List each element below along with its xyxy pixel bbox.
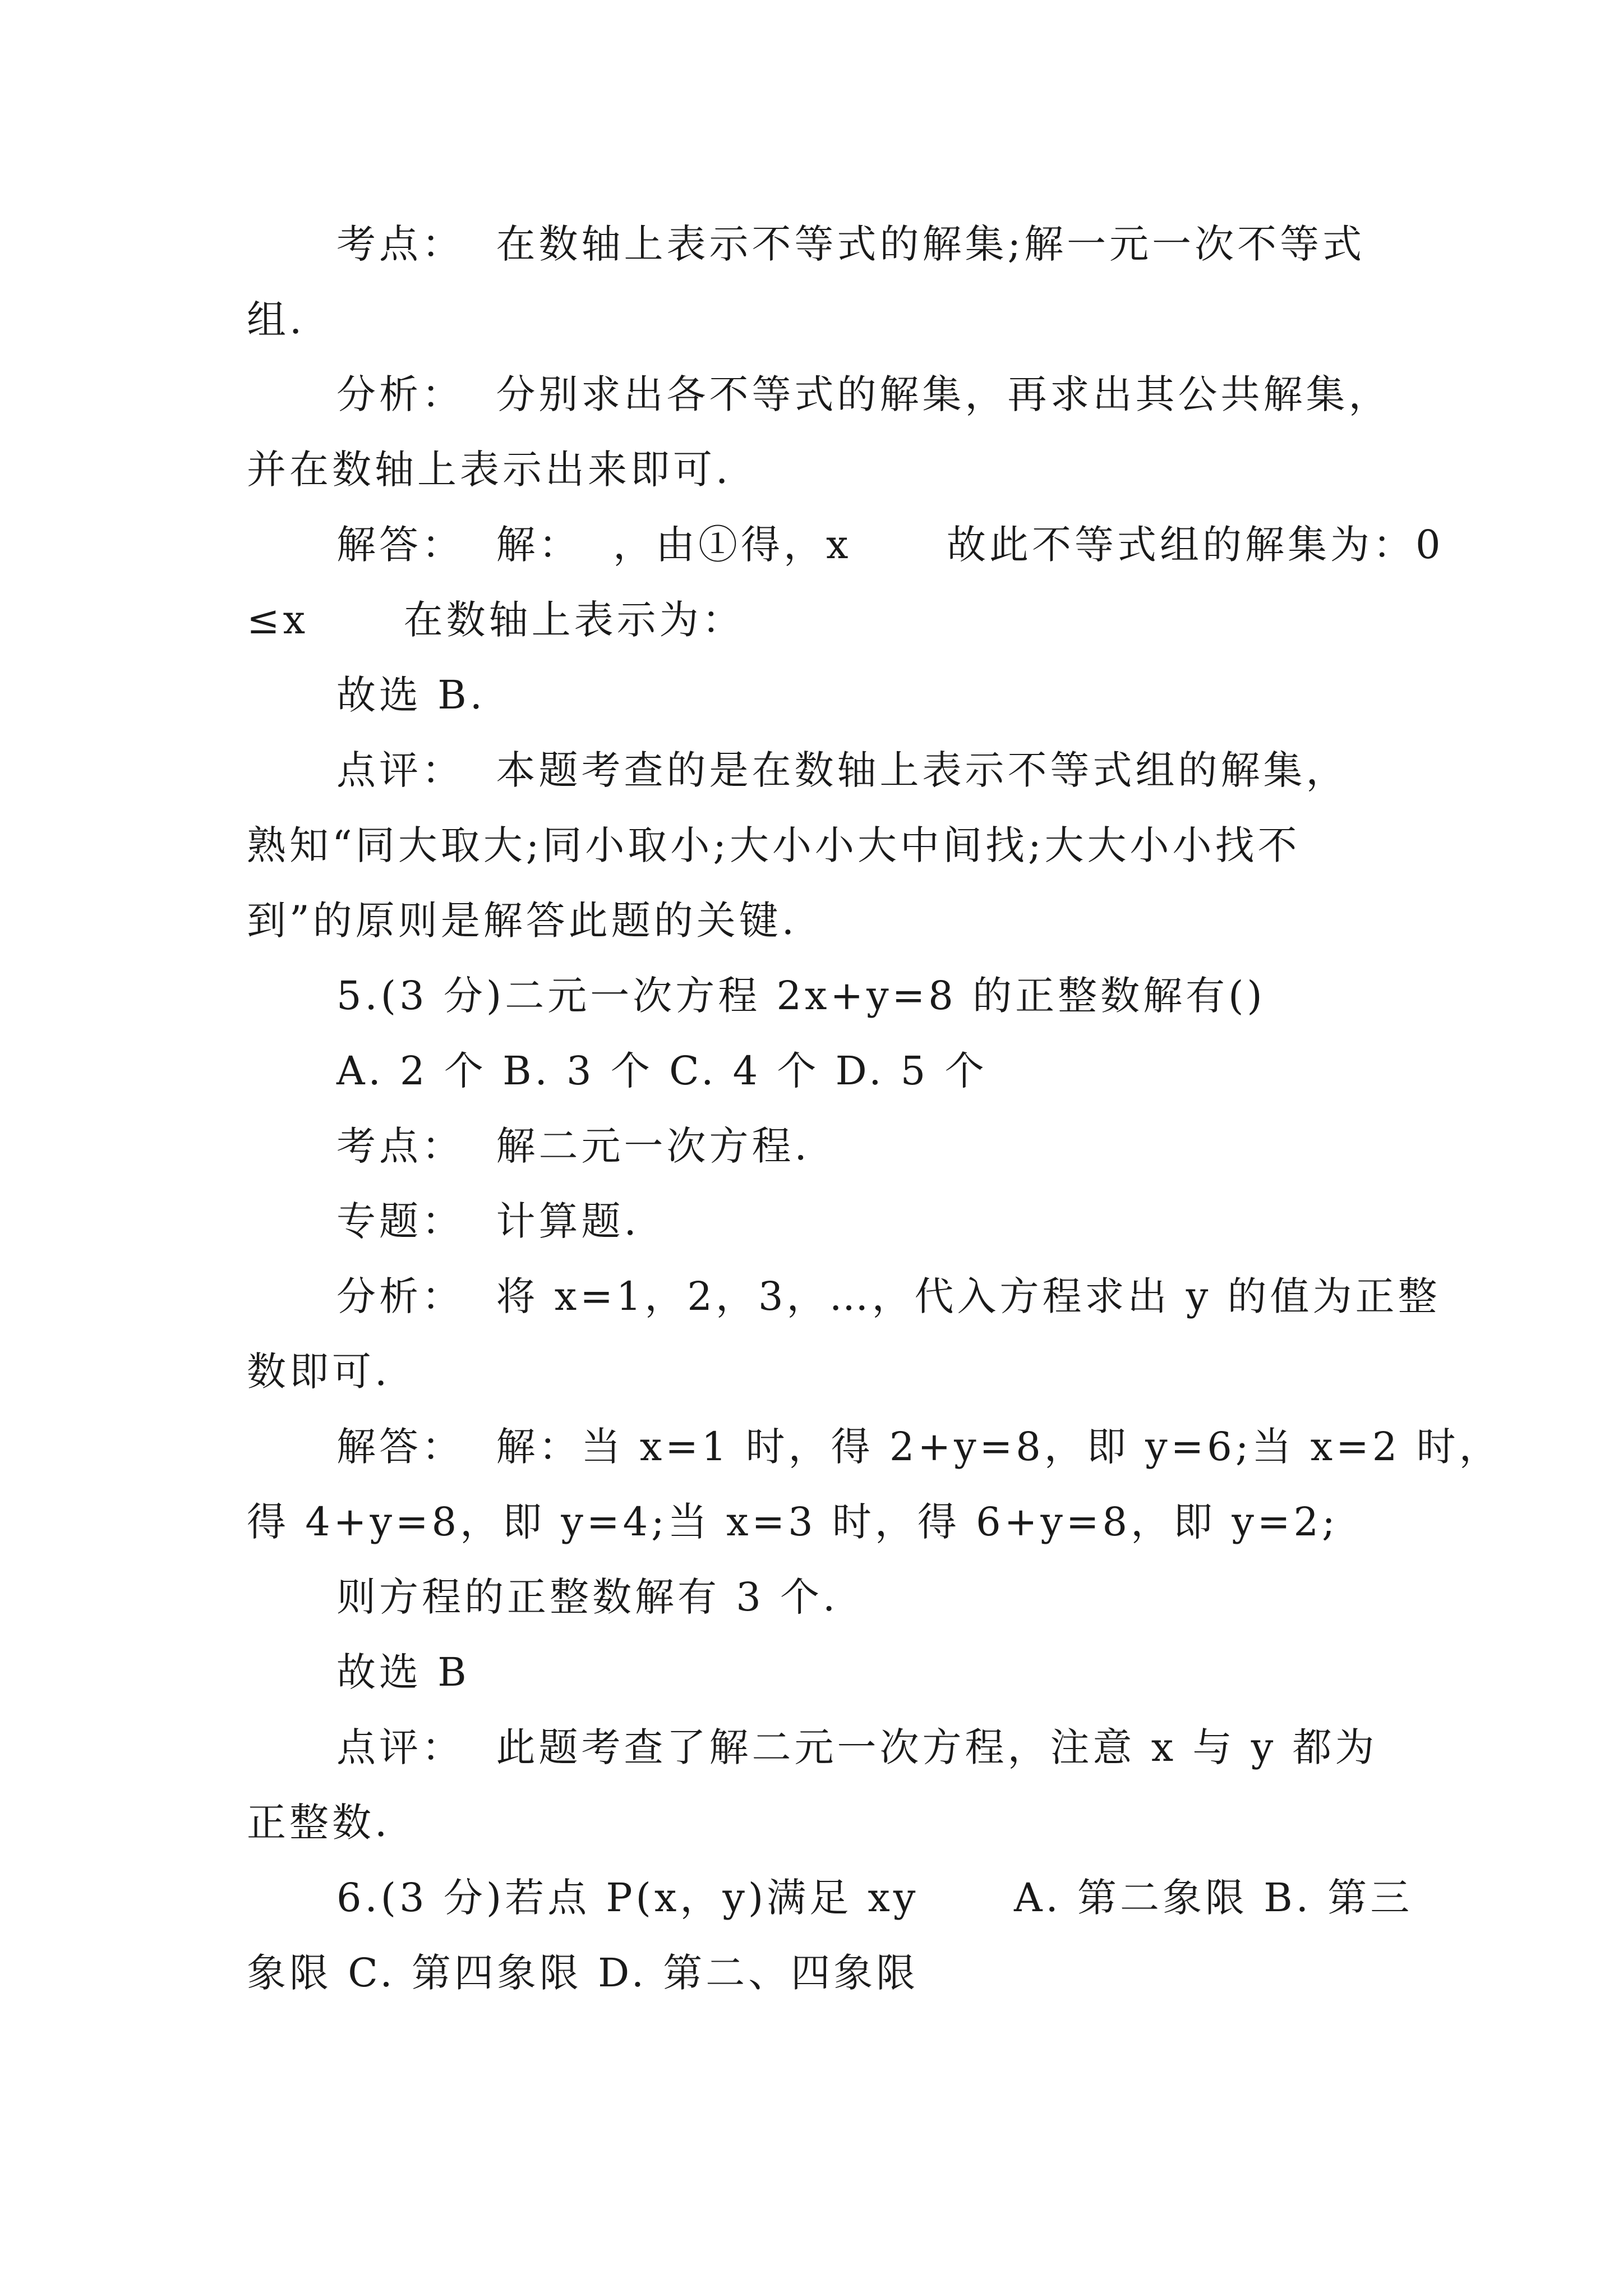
text-line: 解答： 解：当 x=1 时，得 2+y=8，即 y=6;当 x=2 时， [336,1424,1502,1470]
text-line: 熟知“同大取大;同小取小;大小小大中间找;大大小小找不 [247,822,1301,868]
text-line: 解答： 解： ，由①得，x 故此不等式组的解集为：0 [336,522,1444,568]
text-line: 到”的原则是解答此题的关键. [247,898,798,944]
text-line: 考点： 解二元一次方程. [336,1123,810,1169]
text-line: 分析： 分别求出各不等式的解集，再求出其公共解集， [336,371,1391,417]
text-line: 得 4+y=8，即 y=4;当 x=3 时，得 6+y=8，即 y=2; [247,1499,1339,1545]
text-line: 并在数轴上表示出来即可. [247,447,732,493]
question-5-stem: 5.(3 分)二元一次方程 2x+y=8 的正整数解有() [336,973,1266,1019]
text-line: 组. [247,297,306,343]
text-line: 则方程的正整数解有 3 个. [336,1574,839,1620]
text-line: 点评： 本题考查的是在数轴上表示不等式组的解集， [336,747,1349,793]
text-line: 数即可. [247,1349,391,1395]
text-line: 故选 B [336,1649,470,1695]
text-line: ≤x 在数轴上表示为： [247,597,745,643]
text-line: 点评： 此题考查了解二元一次方程，注意 x 与 y 都为 [336,1724,1378,1770]
question-5-options: A. 2 个 B. 3 个 C. 4 个 D. 5 个 [336,1048,988,1094]
question-6-stem: 6.(3 分)若点 P(x，y)满足 xy A. 第二象限 B. 第三 [336,1875,1413,1921]
text-line: 考点： 在数轴上表示不等式的解集;解一元一次不等式 [336,221,1366,267]
text-line: 故选 B. [336,672,486,718]
text-line: 专题： 计算题. [336,1198,640,1244]
text-line: 正整数. [247,1800,391,1846]
question-6-options: 象限 C. 第四象限 D. 第二、四象限 [247,1950,919,1996]
text-line: 分析： 将 x=1，2，3，…，代入方程求出 y 的值为正整 [336,1273,1441,1319]
